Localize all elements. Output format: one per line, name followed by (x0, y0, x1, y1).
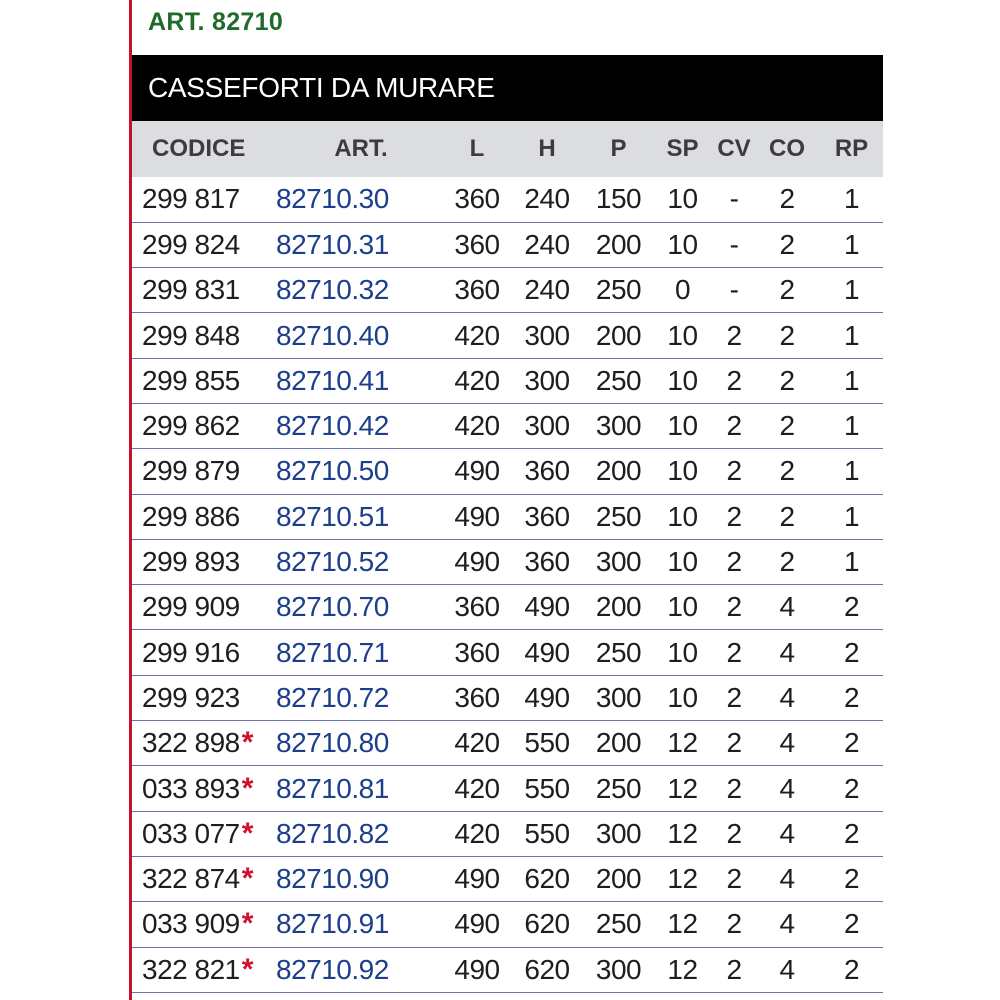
asterisk-mark-icon: * (241, 907, 253, 941)
cell-cv: 2 (726, 772, 742, 804)
cell-rp: 1 (843, 455, 860, 487)
cell-l: 490 (454, 546, 500, 578)
cell-codice (132, 902, 276, 947)
cell-rp: 1 (843, 228, 860, 260)
cell-rp: 2 (843, 817, 860, 849)
cell-art: 82710.82 (276, 817, 389, 849)
cell-co: 2 (779, 500, 795, 532)
cell-rp: 2 (843, 591, 860, 623)
codice-value: 299 817 (142, 183, 240, 215)
cell-h: 300 (524, 319, 570, 351)
cell-rp: 1 (843, 183, 860, 215)
cell-l: 360 (454, 591, 500, 623)
cell-sp: 10 (667, 455, 698, 487)
cell-codice (132, 494, 276, 539)
cell-codice (132, 177, 276, 222)
cell-sp: 10 (667, 681, 698, 713)
cell-l: 360 (454, 681, 500, 713)
codice-value: 322 874 (142, 863, 240, 895)
cell-p: 250 (595, 772, 642, 804)
cell-l: 490 (454, 908, 500, 940)
cell-rp: 2 (843, 681, 860, 713)
cell-art: 82710.41 (276, 364, 389, 396)
cell-codice (132, 630, 276, 675)
product-table (132, 121, 883, 993)
cell-co: 4 (779, 908, 795, 940)
codice-value: 299 824 (142, 228, 240, 260)
table-row (132, 539, 883, 584)
cell-rp: 1 (843, 364, 860, 396)
cell-co: 2 (779, 455, 795, 487)
cell-art: 82710.92 (276, 953, 389, 985)
table-row (132, 313, 883, 358)
asterisk-mark-icon: * (241, 771, 253, 805)
cell-co: 4 (779, 772, 795, 804)
cell-h: 240 (524, 228, 570, 260)
cell-codice (132, 585, 276, 630)
cell-codice (132, 449, 276, 494)
cell-co: 4 (779, 817, 795, 849)
cell-p: 300 (595, 681, 642, 713)
cell-rp: 1 (843, 546, 860, 578)
cell-art: 82710.70 (276, 591, 389, 623)
table-header-row (132, 121, 883, 177)
cell-l: 360 (454, 274, 500, 306)
col-header-codice: CODICE (152, 135, 246, 162)
cell-codice (132, 856, 276, 901)
cell-co: 2 (779, 228, 795, 260)
cell-rp: 1 (843, 500, 860, 532)
table-row (132, 630, 883, 675)
cell-sp: 10 (667, 364, 698, 396)
cell-p: 250 (595, 274, 642, 306)
cell-sp: 12 (667, 908, 698, 940)
cell-codice (132, 539, 276, 584)
col-header-p: P (610, 135, 627, 162)
cell-codice (132, 811, 276, 856)
cell-h: 360 (524, 455, 570, 487)
cell-sp: 0 (674, 274, 691, 306)
section-title-bar (132, 55, 883, 121)
cell-l: 360 (454, 183, 500, 215)
cell-co: 4 (779, 953, 795, 985)
cell-h: 490 (524, 636, 570, 668)
cell-sp: 12 (667, 863, 698, 895)
cell-sp: 12 (667, 953, 698, 985)
codice-value: 033 893 (142, 772, 240, 804)
cell-codice (132, 947, 276, 992)
cell-art: 82710.42 (276, 410, 389, 442)
codice-value: 299 848 (142, 319, 240, 351)
cell-cv: 2 (726, 908, 742, 940)
cell-cv: 2 (726, 636, 742, 668)
cell-co: 4 (779, 681, 795, 713)
codice-value: 299 855 (142, 364, 240, 396)
table-row (132, 585, 883, 630)
cell-art: 82710.40 (276, 319, 389, 351)
table-row (132, 947, 883, 992)
table-body (132, 177, 883, 992)
asterisk-mark-icon: * (241, 816, 253, 850)
cell-cv: 2 (726, 546, 742, 578)
cell-cv: 2 (726, 681, 742, 713)
cell-rp: 1 (843, 319, 860, 351)
table-row (132, 449, 883, 494)
cell-codice (132, 721, 276, 766)
cell-sp: 10 (667, 591, 698, 623)
col-header-rp: RP (834, 135, 869, 162)
table-row (132, 766, 883, 811)
cell-rp: 2 (843, 636, 860, 668)
cell-h: 300 (524, 364, 570, 396)
table-row (132, 494, 883, 539)
cell-sp: 10 (667, 500, 698, 532)
cell-p: 250 (595, 500, 642, 532)
cell-p: 250 (595, 636, 642, 668)
asterisk-mark-icon: * (241, 862, 253, 896)
cell-art: 82710.50 (276, 455, 389, 487)
codice-value: 299 831 (142, 274, 240, 306)
codice-value: 322 821 (142, 953, 240, 985)
cell-art: 82710.32 (276, 274, 389, 306)
cell-p: 300 (595, 817, 642, 849)
table-row (132, 721, 883, 766)
cell-rp: 2 (843, 727, 860, 759)
cell-cv: 2 (726, 319, 742, 351)
cell-rp: 2 (843, 953, 860, 985)
cell-rp: 1 (843, 274, 860, 306)
col-header-l: L (469, 135, 485, 162)
cell-h: 620 (524, 953, 570, 985)
cell-art: 82710.31 (276, 228, 389, 260)
cell-co: 2 (779, 410, 795, 442)
cell-l: 490 (454, 455, 500, 487)
col-header-art: ART. (334, 135, 388, 162)
cell-l: 490 (454, 863, 500, 895)
cell-codice (132, 313, 276, 358)
cell-sp: 12 (667, 817, 698, 849)
article-heading: ART. 82710 (148, 8, 284, 36)
section-title: CASSEFORTI DA MURARE (148, 72, 495, 103)
cell-codice (132, 268, 276, 313)
cell-art: 82710.30 (276, 183, 389, 215)
cell-p: 200 (595, 863, 642, 895)
cell-codice (132, 358, 276, 403)
codice-value: 299 862 (142, 410, 240, 442)
col-header-co: CO (769, 135, 805, 162)
table-row (132, 856, 883, 901)
cell-h: 620 (524, 908, 570, 940)
codice-value: 033 077 (142, 817, 240, 849)
cell-art: 82710.71 (276, 636, 389, 668)
cell-art: 82710.52 (276, 546, 389, 578)
asterisk-mark-icon: * (241, 726, 253, 760)
cell-p: 250 (595, 908, 642, 940)
cell-l: 420 (454, 319, 500, 351)
cell-cv: - (729, 274, 739, 306)
col-header-h: H (538, 135, 556, 162)
table-row (132, 675, 883, 720)
asterisk-mark-icon: * (241, 952, 253, 986)
cell-rp: 2 (843, 863, 860, 895)
cell-co: 4 (779, 636, 795, 668)
cell-sp: 10 (667, 319, 698, 351)
cell-h: 620 (524, 863, 570, 895)
cell-codice (132, 766, 276, 811)
cell-cv: 2 (726, 953, 742, 985)
table-row (132, 358, 883, 403)
cell-sp: 12 (667, 727, 698, 759)
cell-codice (132, 403, 276, 448)
cell-h: 360 (524, 546, 570, 578)
table-row (132, 811, 883, 856)
cell-art: 82710.91 (276, 908, 389, 940)
cell-l: 490 (454, 500, 500, 532)
cell-l: 420 (454, 772, 500, 804)
table-row (132, 902, 883, 947)
cell-h: 300 (524, 410, 570, 442)
col-header-cv: CV (717, 135, 751, 162)
cell-sp: 10 (667, 228, 698, 260)
cell-cv: 2 (726, 727, 742, 759)
cell-sp: 10 (667, 636, 698, 668)
cell-h: 240 (524, 274, 570, 306)
cell-l: 420 (454, 410, 500, 442)
codice-value: 299 916 (142, 636, 240, 668)
table-row (132, 222, 883, 267)
cell-p: 200 (595, 228, 642, 260)
cell-sp: 10 (667, 183, 698, 215)
cell-p: 300 (595, 953, 642, 985)
cell-h: 360 (524, 500, 570, 532)
cell-art: 82710.51 (276, 500, 389, 532)
cell-co: 4 (779, 727, 795, 759)
table-row (132, 177, 883, 222)
cell-l: 420 (454, 364, 500, 396)
cell-art: 82710.80 (276, 727, 389, 759)
codice-value: 322 898 (142, 727, 240, 759)
codice-value: 299 893 (142, 546, 240, 578)
cell-cv: 2 (726, 863, 742, 895)
cell-h: 240 (524, 183, 570, 215)
cell-co: 4 (779, 591, 795, 623)
cell-cv: 2 (726, 817, 742, 849)
cell-cv: 2 (726, 591, 742, 623)
cell-p: 200 (595, 319, 642, 351)
codice-value: 299 909 (142, 591, 240, 623)
cell-p: 300 (595, 546, 642, 578)
cell-h: 550 (524, 772, 570, 804)
cell-co: 2 (779, 364, 795, 396)
codice-value: 299 879 (142, 455, 240, 487)
cell-cv: - (729, 228, 739, 260)
cell-l: 360 (454, 636, 500, 668)
col-header-sp: SP (666, 135, 699, 162)
cell-p: 200 (595, 455, 642, 487)
cell-art: 82710.81 (276, 772, 389, 804)
cell-cv: - (729, 183, 739, 215)
cell-l: 360 (454, 228, 500, 260)
cell-h: 550 (524, 817, 570, 849)
table-row (132, 403, 883, 448)
cell-p: 150 (595, 183, 642, 215)
cell-cv: 2 (726, 410, 742, 442)
cell-h: 490 (524, 681, 570, 713)
cell-art: 82710.90 (276, 863, 389, 895)
cell-cv: 2 (726, 500, 742, 532)
cell-p: 300 (595, 410, 642, 442)
cell-codice (132, 675, 276, 720)
cell-rp: 2 (843, 908, 860, 940)
cell-p: 200 (595, 591, 642, 623)
cell-art: 82710.72 (276, 681, 389, 713)
codice-value: 033 909 (142, 908, 240, 940)
cell-sp: 10 (667, 546, 698, 578)
cell-h: 490 (524, 591, 570, 623)
cell-codice (132, 222, 276, 267)
cell-p: 200 (595, 727, 642, 759)
cell-p: 250 (595, 364, 642, 396)
cell-cv: 2 (726, 364, 742, 396)
codice-value: 299 923 (142, 681, 240, 713)
cell-co: 2 (779, 546, 795, 578)
cell-l: 420 (454, 817, 500, 849)
codice-value: 299 886 (142, 500, 240, 532)
cell-cv: 2 (726, 455, 742, 487)
table-row (132, 268, 883, 313)
cell-l: 420 (454, 727, 500, 759)
cell-rp: 2 (843, 772, 860, 804)
cell-sp: 10 (667, 410, 698, 442)
cell-co: 2 (779, 183, 795, 215)
cell-l: 490 (454, 953, 500, 985)
cell-co: 2 (779, 319, 795, 351)
cell-sp: 12 (667, 772, 698, 804)
cell-co: 2 (779, 274, 795, 306)
cell-h: 550 (524, 727, 570, 759)
cell-co: 4 (779, 863, 795, 895)
cell-rp: 1 (843, 410, 860, 442)
